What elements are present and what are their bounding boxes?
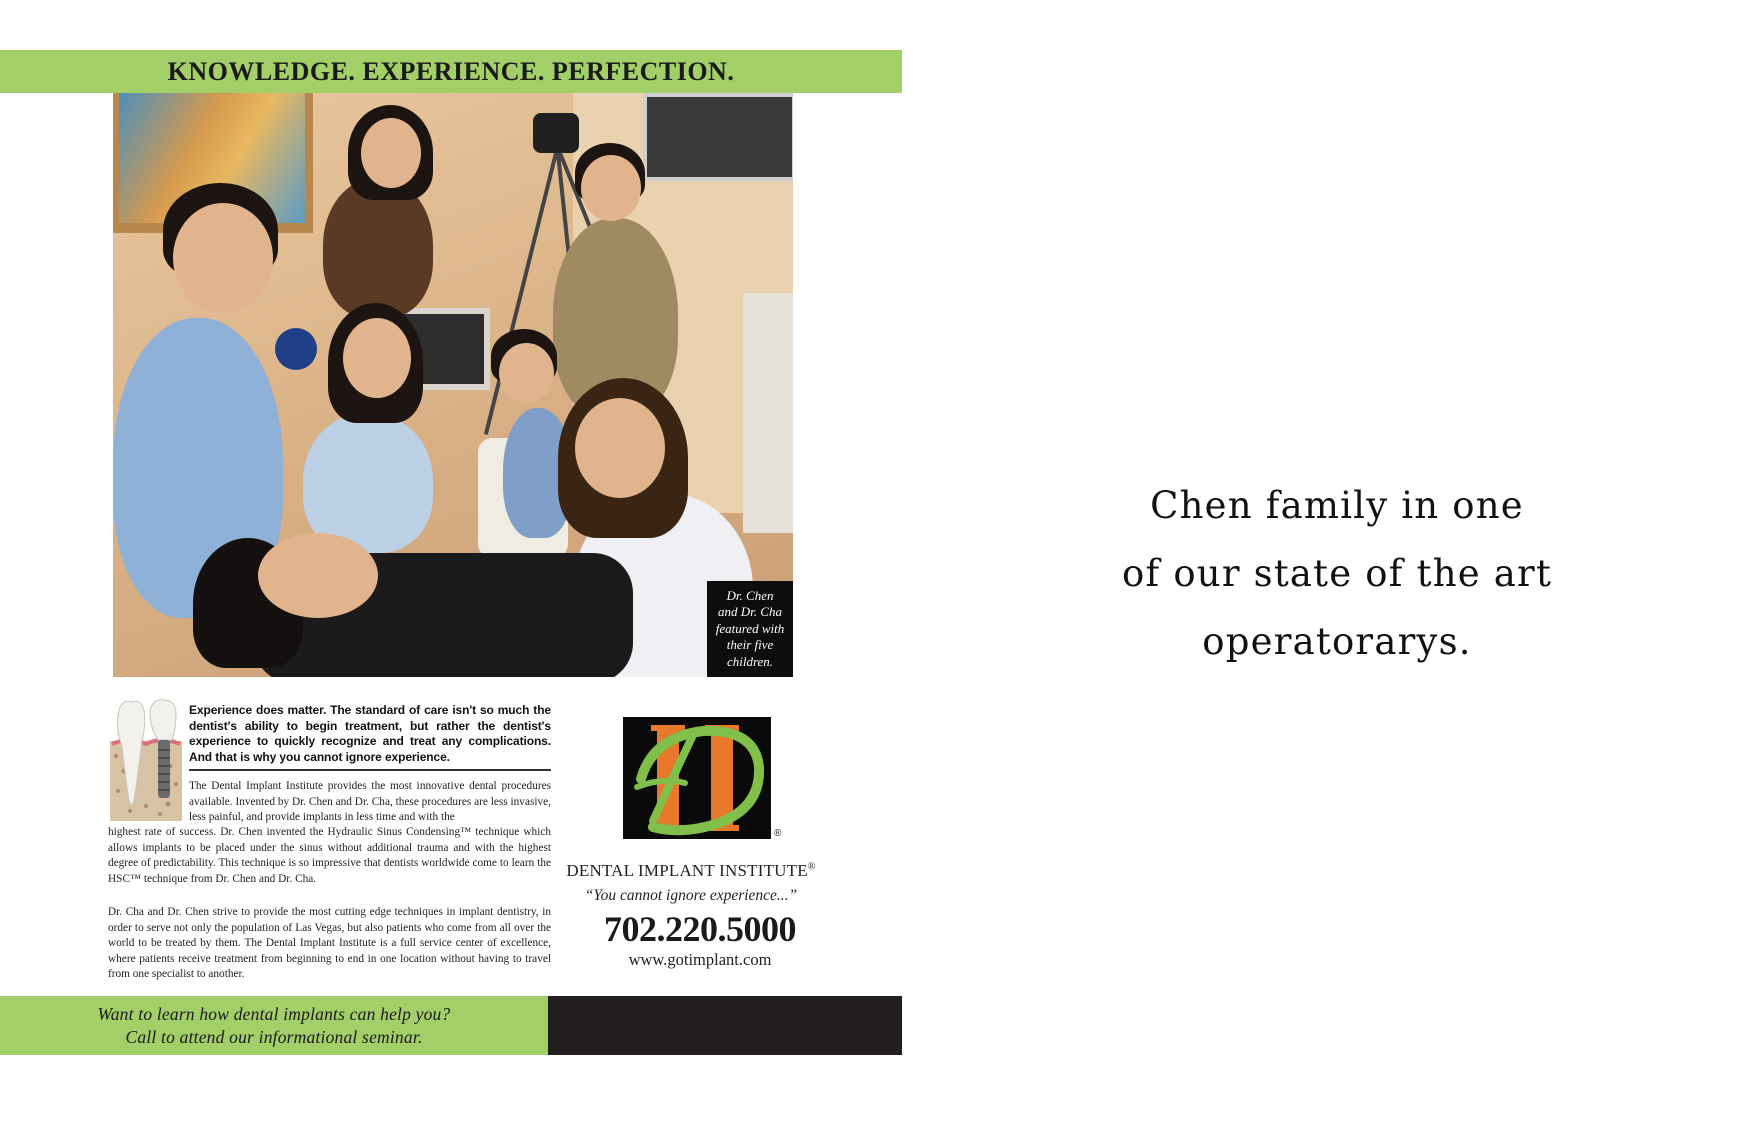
institute-name-text: DENTAL IMPLANT INSTITUTE bbox=[566, 861, 808, 880]
body-paragraph-2: Dr. Cha and Dr. Chen strive to provide the most cutting edge techniques in implant dentistry, in order to serve not only the population of Las Vegas, but also patients who come from all over the world to be treated by them. The Dental Implant Institute is a full service center of excellence, where patients receive treatment from beginning to end in one location without having to travel from one specialist to another. bbox=[108, 906, 551, 981]
photo-caption-line: Dr. Chen bbox=[726, 587, 774, 603]
bottom-banner bbox=[0, 996, 548, 1055]
photo-video-camera bbox=[533, 113, 579, 153]
lead-paragraph: Experience does matter. The standard of care isn't so much the dentist's ability to begin treatment, but rather the dentist's experience to quickly recognize and treat any complications. And that is why you cannot ignore experience. bbox=[189, 703, 551, 764]
family-photo bbox=[113, 93, 793, 677]
side-caption-line: Chen family in one bbox=[1150, 484, 1524, 527]
photo-counter bbox=[743, 293, 793, 533]
bottom-dark-bar bbox=[548, 996, 902, 1055]
photo-caption-line: featured with bbox=[715, 620, 785, 636]
divider bbox=[189, 769, 551, 771]
body-paragraph-1a: The Dental Implant Institute provides the most innovative dental procedures available. Invented by Dr. Chen and Dr. Cha, these procedures are less invasive, less painful, and provide implants in less time and with the bbox=[189, 780, 551, 824]
body-paragraph-1b: highest rate of success. Dr. Chen invented the Hydraulic Sinus Condensing™ technique which allows implants to be placed under the sinus without additional trauma and with the highest degree of predictability. This technique is so impressive that dentists worldwide come to learn the HSC™ technique from Dr. Chen and Dr. Cha. bbox=[108, 826, 551, 885]
tooth-implant-illustration-icon bbox=[110, 696, 182, 821]
dental-implant-institute-logo-icon bbox=[623, 717, 771, 839]
photo-monitor-tv bbox=[643, 93, 793, 181]
photo-caption-box bbox=[707, 581, 793, 677]
institute-name-mark: ® bbox=[807, 861, 816, 873]
side-caption-line: of our state of the art bbox=[1121, 552, 1553, 595]
bottom-banner-line-1: Want to learn how dental implants can help you? bbox=[97, 1003, 451, 1024]
top-banner bbox=[0, 50, 902, 93]
phone-number: 702.220.5000 bbox=[604, 909, 796, 949]
side-caption-line: operatorarys. bbox=[1202, 620, 1472, 663]
tagline: “You cannot ignore experience...” bbox=[584, 887, 798, 904]
institute-name bbox=[560, 861, 822, 881]
website-url: www.gotimplant.com bbox=[628, 950, 772, 969]
photo-caption-line: and Dr. Cha bbox=[718, 604, 782, 620]
photo-caption-line: children. bbox=[726, 653, 774, 669]
side-caption bbox=[1112, 472, 1562, 676]
advertisement bbox=[0, 50, 902, 1055]
logo-registered-mark: ® bbox=[774, 828, 782, 839]
bottom-banner-line-2: Call to attend our informational seminar. bbox=[125, 1026, 423, 1047]
photo-caption-line: their five bbox=[726, 637, 774, 653]
photo-person-girl-middle bbox=[303, 413, 433, 553]
top-banner-text: KNOWLEDGE. EXPERIENCE. PERFECTION. bbox=[167, 56, 735, 86]
